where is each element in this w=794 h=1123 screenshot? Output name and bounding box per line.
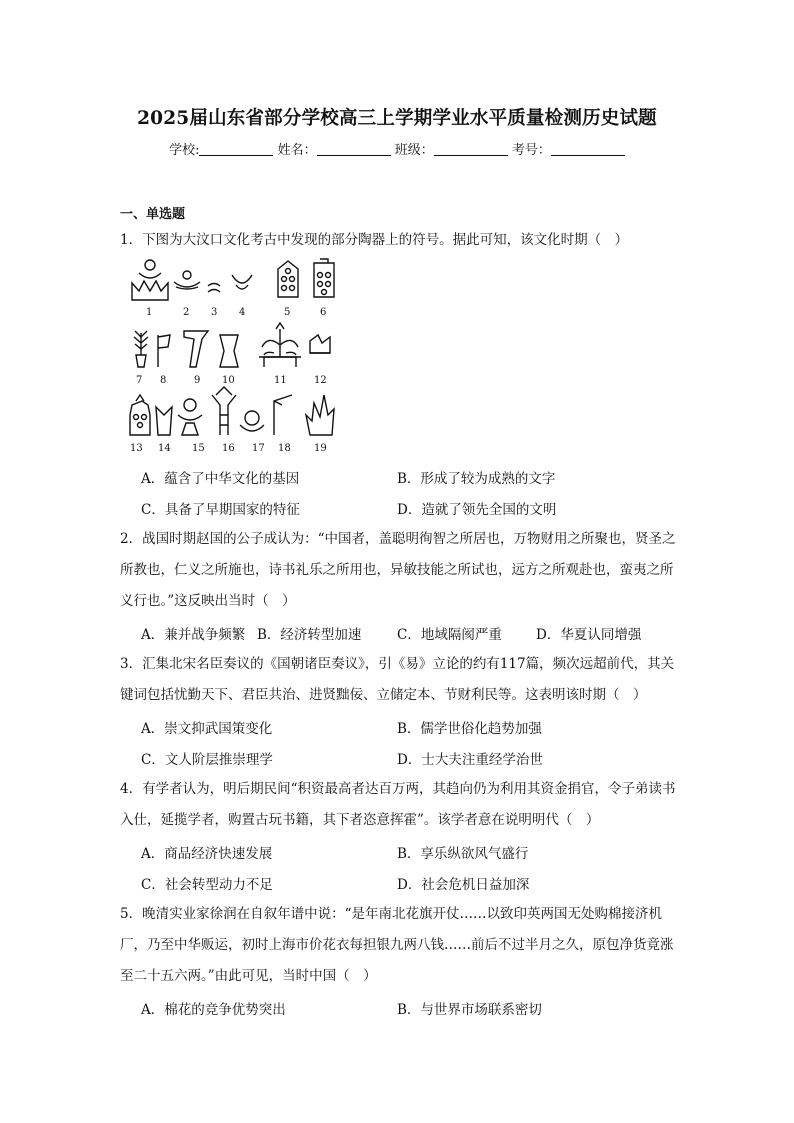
symbol-number: 18 [278, 443, 291, 454]
question-4 [120, 774, 680, 836]
symbol-number: 8 [160, 375, 167, 386]
name-blank[interactable] [317, 143, 391, 156]
number-blank[interactable] [551, 143, 625, 156]
class-blank[interactable] [434, 143, 508, 156]
option-b[interactable]: B．与世界市场联系密切 [397, 1002, 542, 1018]
pottery-symbols-figure [124, 255, 344, 455]
symbol-number: 7 [136, 375, 143, 386]
symbol-number: 16 [222, 443, 235, 454]
option-a[interactable]: A．崇文抑武国策变化 [141, 721, 273, 737]
symbols-drawing [130, 259, 334, 435]
school-blank[interactable] [199, 143, 273, 156]
symbol-number: 15 [192, 443, 205, 454]
question-stem: 1．下图为大汶口文化考古中发现的部分陶器上的符号。据此可知，该文化时期（ ） [120, 232, 629, 248]
symbol-number: 6 [320, 307, 327, 318]
option-b[interactable]: B．享乐纵欲风气盛行 [397, 846, 529, 862]
option-a[interactable]: A．棉花的竞争优势突出 [141, 1002, 286, 1018]
symbol-number: 17 [252, 443, 265, 454]
option-a[interactable]: A．商品经济快速发展 [141, 846, 273, 862]
symbol-number: 2 [183, 307, 190, 318]
symbol-number: 14 [158, 443, 171, 454]
symbol-number: 3 [211, 307, 218, 318]
option-d[interactable]: D．社会危机日益加深 [397, 877, 530, 893]
class-label: 班级： [394, 143, 434, 158]
option-d[interactable]: D．士大夫注重经学治世 [397, 752, 543, 768]
symbol-number: 1 [146, 307, 153, 318]
section-heading: 一、单选题 [120, 207, 186, 222]
pottery-symbols-svg [124, 255, 344, 455]
option-d[interactable]: D．造就了领先全国的文明 [397, 502, 557, 518]
option-c[interactable]: C．具备了早期国家的特征 [141, 502, 300, 518]
student-info-line [0, 139, 794, 158]
option-c[interactable]: C．文人阶层推崇理学 [141, 752, 273, 768]
option-c[interactable]: C．地域隔阂严重 [397, 627, 502, 643]
option-b[interactable]: B．经济转型加速 [257, 627, 362, 643]
question-stem: 3．汇集北宋名臣奏议的《国朝诸臣奏议》，引《易》立论的约有117篇，频次远超前代，其关键词包括忧勤天下、君臣共治、进贤黜佞、立储定本、节财利民等。这表明该时期（ ） [120, 656, 675, 703]
question-stem: 2．战国时期赵国的公子成认为：“中国者，盖聪明徇智之所居也，万物财用之所聚也，贤圣之所教也，仁义之所施也，诗书礼乐之所用也，异敏技能之所试也，远方之所观赴也，蛮夷之所义行也。”这反映出当时（ ） [120, 531, 676, 609]
option-a[interactable]: A．兼并战争频繁 [141, 627, 246, 643]
symbol-number: 10 [222, 375, 235, 386]
question-2 [120, 524, 680, 617]
option-c[interactable]: C．社会转型动力不足 [141, 877, 273, 893]
option-a[interactable]: A．蕴含了中华文化的基因 [141, 471, 300, 487]
option-d[interactable]: D．华夏认同增强 [536, 627, 642, 643]
question-1 [120, 225, 680, 256]
symbol-number: 11 [274, 375, 287, 386]
symbol-number: 9 [194, 375, 201, 386]
name-label: 姓名： [277, 143, 317, 158]
option-b[interactable]: B．儒学世俗化趋势加强 [397, 721, 542, 737]
option-b[interactable]: B．形成了较为成熟的文字 [397, 471, 556, 487]
symbol-number: 13 [130, 443, 143, 454]
school-label: 学校: [169, 143, 200, 158]
number-label: 考号： [511, 143, 551, 158]
symbol-number: 4 [239, 307, 246, 318]
question-5 [120, 899, 680, 992]
question-stem: 4．有学者认为，明后期民间“积资最高者达百万两，其趋向仍为利用其资金捐官，令子弟读书入仕，延揽学者，购置古玩书籍，其下者恣意挥霍”。该学者意在说明明代（ ） [120, 781, 676, 828]
symbol-number: 19 [314, 443, 327, 454]
question-3 [120, 649, 680, 711]
symbol-number: 5 [284, 307, 291, 318]
symbol-number: 12 [314, 375, 327, 386]
question-stem: 5．晚清实业家徐润在自叙年谱中说：“是年南北花旗开仗……以致印英两国无处购棉接济机厂，乃至中华贩运，初时上海市价花衣每担银九两八钱……前后不过半月之久，原包净货竟涨至二十五六两。”由此可见，当时中国（ ） [120, 906, 674, 984]
exam-title: 2025届山东省部分学校高三上学期学业水平质量检测历史试题 [137, 108, 657, 129]
